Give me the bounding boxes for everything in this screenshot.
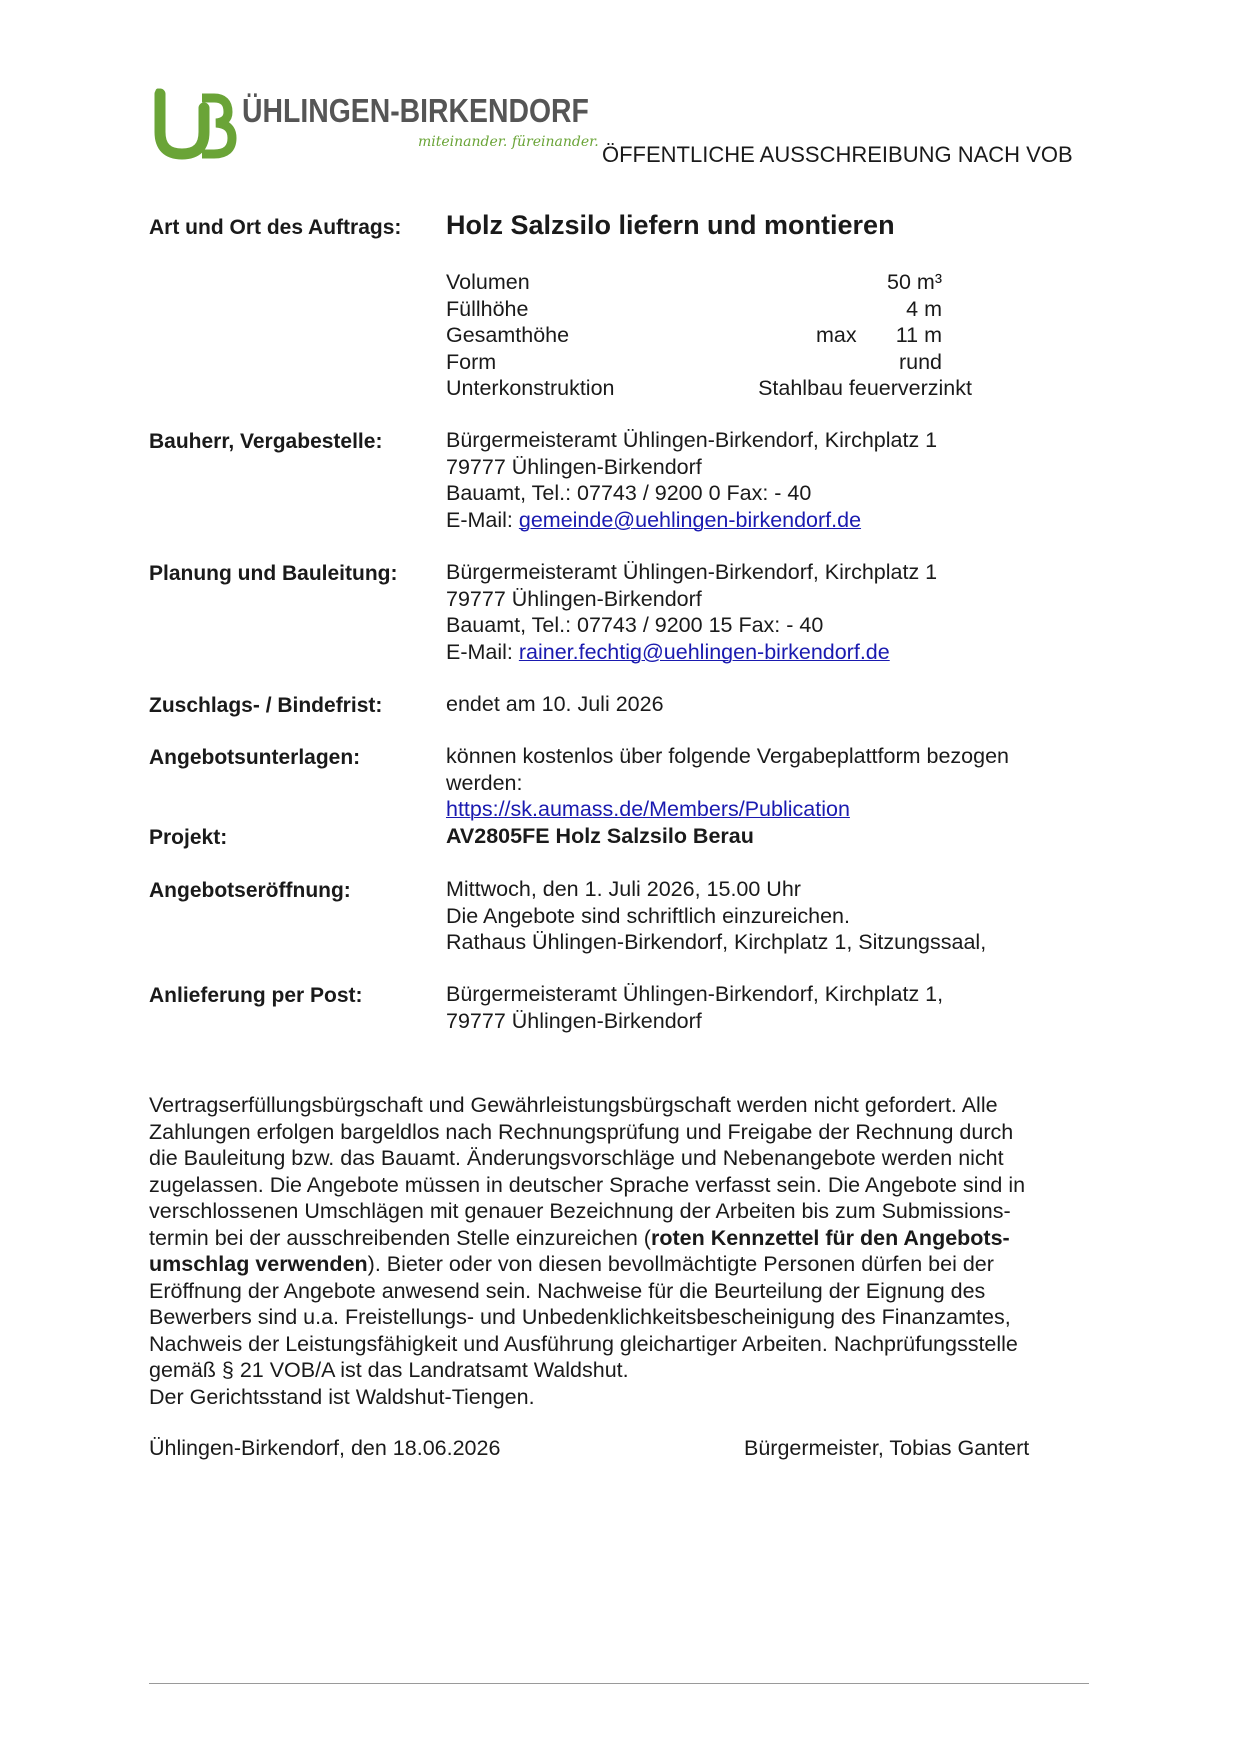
project-title: AV2805FE Holz Salzsilo Berau (446, 823, 754, 848)
spec-value: Stahlbau feuerverzinkt (758, 376, 972, 400)
paragraph-line: Bewerbers sind u.a. Freistellungs- und Unbedenklichkeitsbescheinigung des Finanzamtes, (149, 1305, 1011, 1329)
place-date: Ühlingen-Birkendorf, den 18.06.2026 (149, 1436, 501, 1460)
paragraph-line: die Bauleitung bzw. das Bauamt. Änderungsvorschläge und Nebenangebote werden nicht (149, 1146, 1004, 1170)
planung-block (446, 559, 937, 665)
phone-line: Bauamt, Tel.: 07743 / 9200 0 Fax: - 40 (446, 481, 812, 505)
paragraph-line: Nachweis der Leistungsfähigkeit und Ausführung gleichartiger Arbeiten. Nachprüfungsstelle (149, 1331, 1018, 1356)
email-link[interactable]: rainer.fechtig@uehlingen-birkendorf.de (518, 639, 890, 664)
spec-row (446, 349, 976, 376)
platform-link[interactable]: https://sk.aumass.de/Members/Publication (446, 797, 850, 821)
address-line: Bürgermeisteramt Ühlingen-Birkendorf, Kirchplatz 1, (446, 982, 944, 1006)
bottom-divider (149, 1683, 1089, 1684)
paragraph-text: termin bei der ausschreibenden Stelle einzureichen ( (149, 1225, 651, 1250)
paragraph-line: Vertragserfüllungsbürgschaft und Gewährleistungsbürgschaft werden nicht gefordert. Alle (149, 1093, 998, 1117)
eroeffnung-block (446, 876, 986, 956)
paragraph-text: ). Bieter oder von diesen bevollmächtigte Personen dürfen bei der (367, 1252, 994, 1276)
spec-name: Form (446, 349, 497, 374)
spec-name: Gesamthöhe (446, 323, 570, 347)
opening-note: Die Angebote sind schriftlich einzureichen. (446, 903, 850, 928)
address-line: 79777 Ühlingen-Birkendorf (446, 586, 702, 611)
unterlagen-text: können kostenlos über folgende Vergabeplattform bezogen (446, 744, 1009, 768)
label-zuschlag: Zuschlags- / Bindefrist: (149, 694, 383, 717)
anlieferung-block (446, 981, 943, 1034)
label-auftrag: Art und Ort des Auftrags: (149, 216, 402, 239)
bauherr-block (446, 427, 937, 533)
label-anlieferung: Anlieferung per Post: (149, 984, 363, 1007)
signature: Bürgermeister, Tobias Gantert (744, 1436, 1030, 1460)
label-eroeffnung: Angebotseröffnung: (149, 879, 351, 902)
conditions-paragraph (149, 1092, 1099, 1410)
paragraph-emphasis: roten Kennzettel für den Angebots- (650, 1225, 1010, 1250)
spec-row (446, 375, 976, 402)
spec-name: Volumen (446, 270, 530, 294)
address-line: Bürgermeisteramt Ühlingen-Birkendorf, Kirchplatz 1 (446, 560, 938, 584)
municipality-logo-icon (152, 88, 238, 160)
paragraph-line: Der Gerichtsstand ist Waldshut-Tiengen. (149, 1384, 535, 1409)
spec-value: 4 m (906, 296, 942, 321)
unterlagen-text: werden: (446, 770, 523, 795)
paragraph-line (149, 1251, 1099, 1278)
label-planung: Planung und Bauleitung: (149, 562, 398, 585)
email-prefix: E-Mail: (446, 639, 519, 664)
deadline-text: endet am 10. Juli 2026 (446, 692, 664, 716)
label-bauherr: Bauherr, Vergabestelle: (149, 430, 383, 453)
spec-row (446, 322, 976, 349)
phone-line: Bauamt, Tel.: 07743 / 9200 15 Fax: - 40 (446, 613, 824, 637)
opening-location: Rathaus Ühlingen-Birkendorf, Kirchplatz 1, Sitzungssaal, (446, 930, 987, 954)
spec-prefix: max (816, 323, 857, 347)
spec-name: Füllhöhe (446, 296, 529, 321)
email-prefix: E-Mail: (446, 507, 519, 532)
email-line (446, 507, 937, 534)
paragraph-line: Eröffnung der Angebote anwesend sein. Nachweise für die Beurteilung der Eignung des (149, 1278, 986, 1303)
label-projekt: Projekt: (149, 826, 228, 849)
zuschlag-value (446, 691, 664, 718)
contract-title: Holz Salzsilo liefern und montieren (446, 210, 895, 240)
paragraph-line: Zahlungen erfolgen bargeldlos nach Rechnungsprüfung und Freigabe der Rechnung durch (149, 1119, 1014, 1144)
opening-date: Mittwoch, den 1. Juli 2026, 15.00 Uhr (446, 877, 801, 901)
spec-name: Unterkonstruktion (446, 376, 615, 400)
unterlagen-block (446, 743, 1009, 849)
email-link[interactable]: gemeinde@uehlingen-birkendorf.de (518, 507, 862, 532)
paragraph-line: gemäß § 21 VOB/A ist das Landratsamt Waldshut. (149, 1358, 629, 1382)
spec-value: rund (898, 349, 942, 374)
paragraph-line: verschlossenen Umschlägen mit genauer Bezeichnung der Arbeiten bis zum Submissions- (149, 1199, 1011, 1223)
address-line: 79777 Ühlingen-Birkendorf (446, 1008, 702, 1033)
email-line (446, 639, 937, 666)
paragraph-line: zugelassen. Die Angebote müssen in deutscher Sprache verfasst sein. Die Angebote sind in (149, 1172, 1026, 1197)
logo-tagline: miteinander. füreinander. (418, 134, 599, 150)
spec-row (446, 296, 976, 323)
spec-row (446, 269, 976, 296)
paragraph-line (149, 1225, 1099, 1252)
label-unterlagen: Angebotsunterlagen: (149, 746, 361, 769)
spec-table (446, 269, 976, 402)
spec-value: 50 m³ (887, 270, 942, 294)
logo-wordmark: ÜHLINGEN-BIRKENDORF (242, 92, 589, 129)
paragraph-emphasis: umschlag verwenden (149, 1252, 368, 1276)
address-line: Bürgermeisteramt Ühlingen-Birkendorf, Kirchplatz 1 (446, 428, 938, 452)
spec-value: 11 m (895, 323, 942, 347)
address-line: 79777 Ühlingen-Birkendorf (446, 454, 702, 479)
document-title: ÖFFENTLICHE AUSSCHREIBUNG NACH VOB (602, 142, 1073, 167)
